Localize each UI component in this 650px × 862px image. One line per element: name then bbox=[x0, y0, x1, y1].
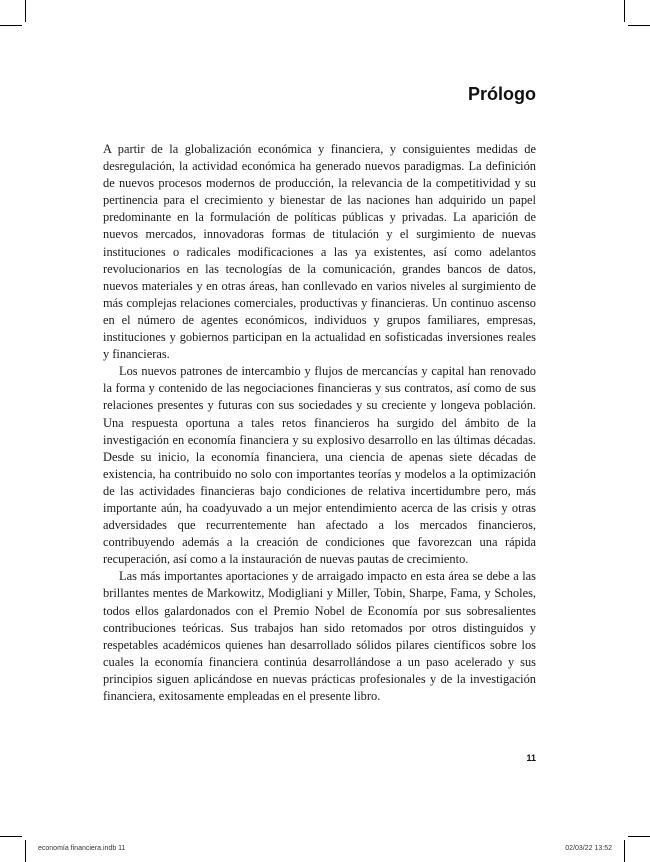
crop-mark bbox=[624, 0, 625, 22]
crop-mark bbox=[25, 840, 26, 862]
crop-mark bbox=[25, 0, 26, 22]
chapter-title: Prólogo bbox=[468, 84, 536, 104]
crop-mark bbox=[0, 836, 22, 837]
crop-mark bbox=[0, 25, 22, 26]
crop-mark bbox=[624, 840, 625, 862]
page-number: 11 bbox=[526, 753, 536, 763]
paragraph: Los nuevos patrones de intercambio y flujos de mercancías y capital han renovado la forma y contenido de las negociaciones financieras y sus contratos, así como de sus relaciones presentes y futuras con sus sociedades y su creciente y longeva población. Una respuesta oportuna a tales retos financieros ha surgido del ámbito de la investigación en economía financiera y su explosivo desarrollo en las últimas décadas. Desde su inicio, la economía financiera, una ciencia de apenas siete décadas de existencia, ha contribuido no solo con importantes teorías y modelos a la optimización de las actividades financieras bajo condiciones de relativa incertidumbre pero, más importante aún, ha coadyuvado a un mejor entendimiento acerca de las crisis y otras adversidades que recurrentemente han afectado a los mercados financieros, contribuyendo además a la creación de condiciones que favorezcan una rápida recuperación, así como a la instauración de nuevas pautas de crecimiento. bbox=[103, 364, 536, 567]
paragraph: Las más importantes aportaciones y de arraigado impacto en esta área se debe a las brillantes mentes de Markowitz, Modigliani y Miller, Tobin, Sharpe, Fama, y Scholes, todos ellos galardonados con el Premio Nobel de Economía por sus sobresalientes contribuciones teóricas. Sus trabajos han sido retomados por otros distinguidos y respetables académicos quienes han desarrollado sólidos pilares científicos sobre los cuales la economía financiera continúa desarrollándose a un paso acelerado y sus principios siguen aplicándose en nuevas prácticas profesionales y de la investigación financiera, exitosamente empleadas en el presente libro. bbox=[103, 569, 536, 703]
crop-mark bbox=[628, 25, 650, 26]
slug-filename: economía financiera.indb 11 bbox=[38, 845, 126, 852]
slug-datetime: 02/03/22 13:52 bbox=[565, 845, 612, 852]
crop-mark bbox=[628, 836, 650, 837]
paragraph: A partir de la globalización económica y financiera, y consiguientes medidas de desregulación, la actividad económica ha generado nuevos paradigmas. La definición de nuevos procesos modernos de producción, la relevancia de la competitividad y su pertinencia para el crecimiento y bienestar de las naciones han adquirido un papel predominante en la formulación de políticas públicas y privadas. La aparición de nuevos mercados, innovadoras formas de titulación y el surgimiento de nuevas instituciones o radicales modificaciones a las ya existentes, así como adelantos revolucionarios en las tecnologías de la comunicación, grandes bancos de datos, nuevos materiales y en otras áreas, han conllevado en varios niveles al surgimiento de más complejas relaciones comerciales, productivas y financieras. Un continuo ascenso en el número de agentes económicos, individuos y grupos familiares, empresas, instituciones y gobiernos participan en la actualidad en sofisticadas inversiones reales y financieras. bbox=[103, 142, 536, 362]
body-text bbox=[103, 141, 536, 705]
